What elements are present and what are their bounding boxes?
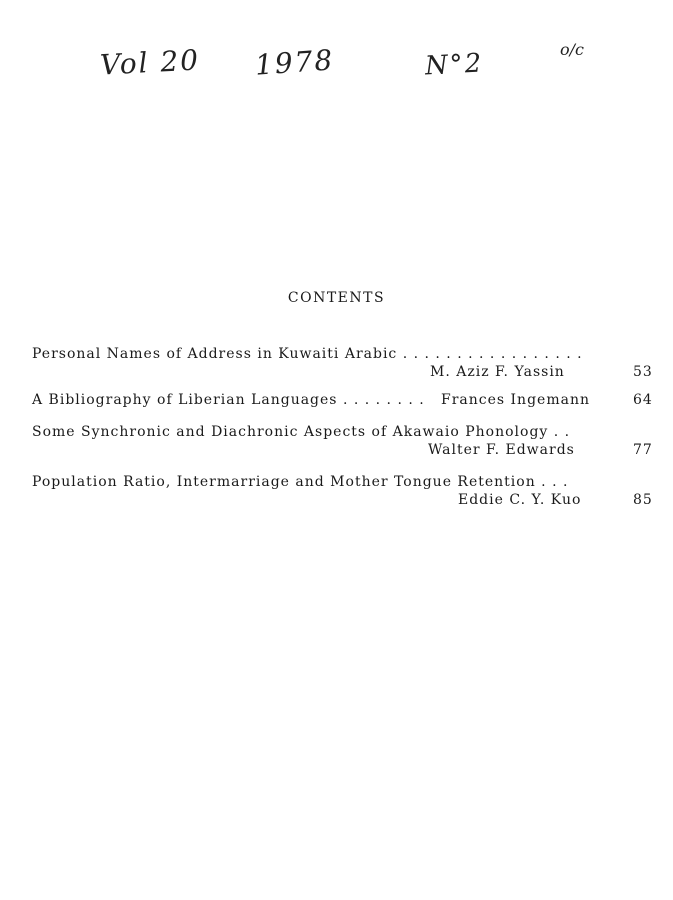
contents-heading: CONTENTS [287, 290, 386, 306]
toc-entry [32, 391, 652, 409]
entry-title: A Bibliography of Liberian Languages . . . . . . . . [32, 392, 425, 408]
toc-entry [32, 423, 652, 459]
entry-page: 77 [633, 442, 653, 458]
toc-entry [32, 345, 652, 381]
handwritten-mark: o/c [560, 40, 584, 59]
table-of-contents [32, 345, 652, 519]
entry-title: Personal Names of Address in Kuwaiti Arabic . . . . . . . . . . . . . . . . . [32, 346, 583, 362]
entry-author: Frances Ingemann [441, 392, 590, 408]
entry-page: 85 [633, 492, 653, 508]
handwritten-volume: Vol 20 [99, 43, 201, 82]
entry-author: M. Aziz F. Yassin [430, 364, 565, 380]
entry-page: 53 [633, 364, 653, 380]
entry-title: Population Ratio, Intermarriage and Mother Tongue Retention . . . [32, 474, 569, 490]
entry-title: Some Synchronic and Diachronic Aspects of Akawaio Phonology . . [32, 424, 571, 440]
entry-author: Eddie C. Y. Kuo [458, 492, 582, 508]
handwritten-number: N°2 [424, 48, 485, 82]
handwritten-year: 1978 [253, 43, 336, 82]
entry-author: Walter F. Edwards [428, 442, 575, 458]
toc-entry [32, 473, 652, 509]
entry-page: 64 [633, 392, 653, 408]
